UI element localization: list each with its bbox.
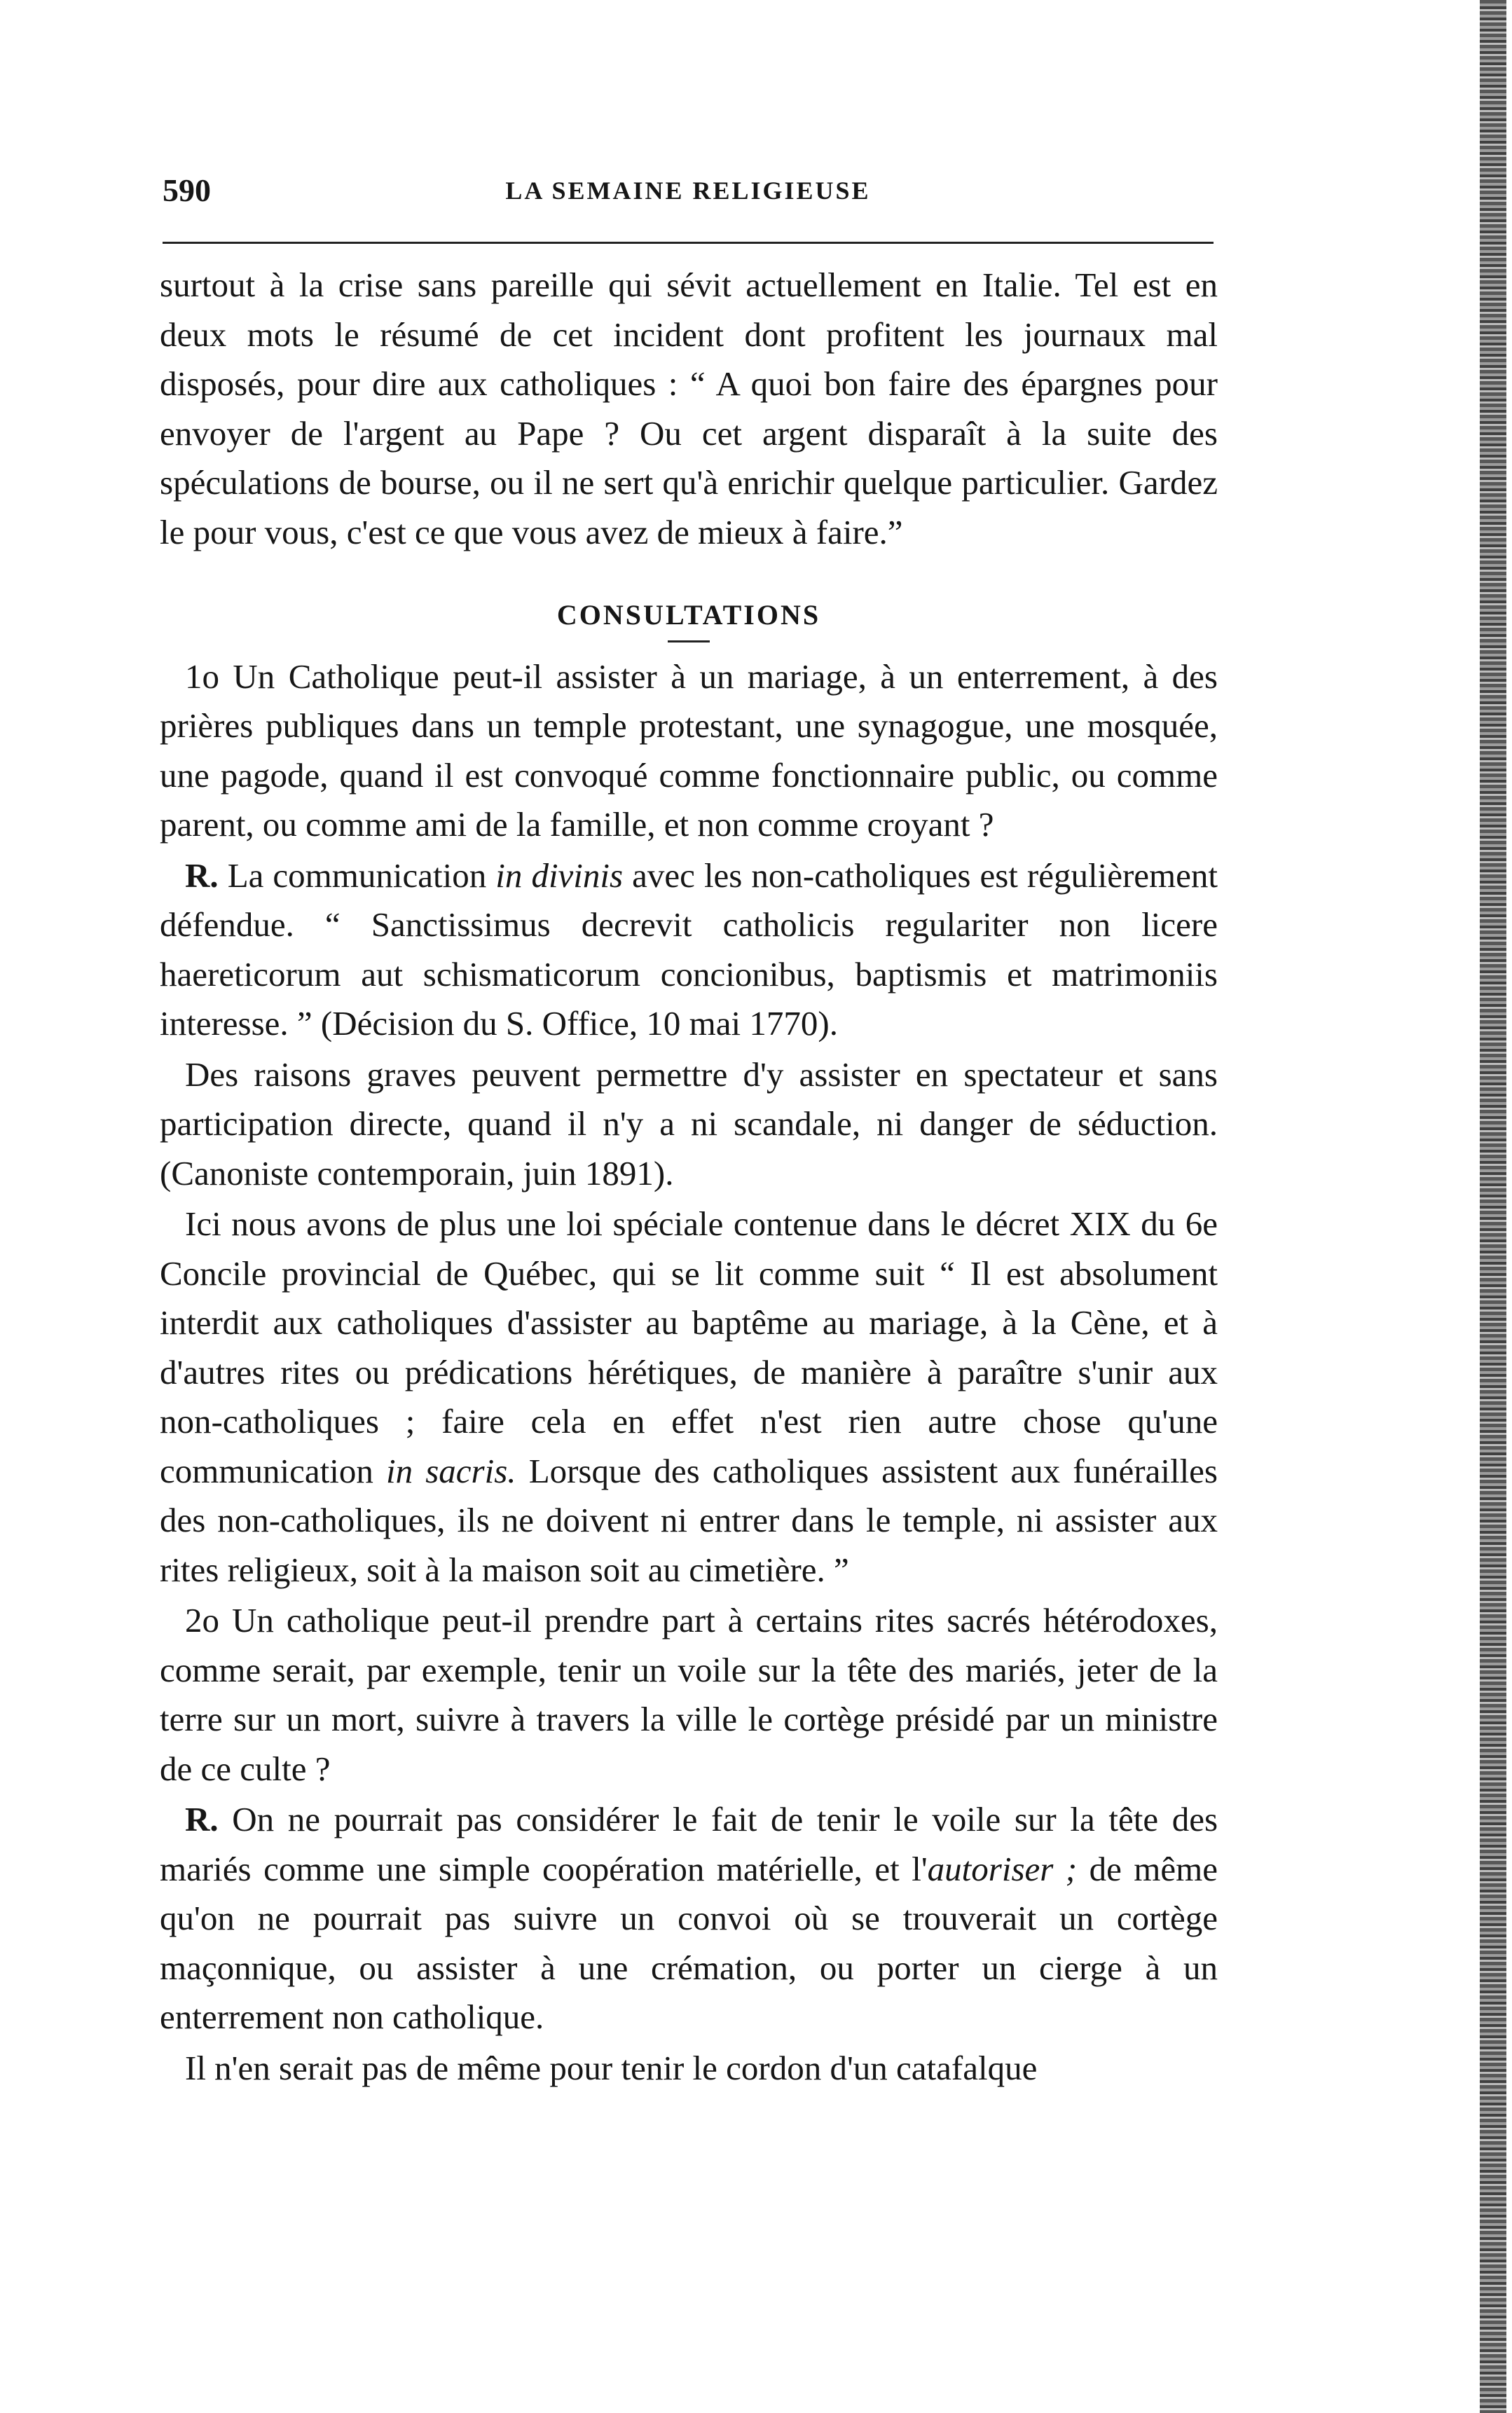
- decree-text-b: Lorsque des catholiques assistent aux funérailles des non-catholiques, ils ne doivent ni entrer dans le temple, ni assister aux rites religieux, soit à la maison soit au cimetière. ”: [160, 1451, 1218, 1589]
- question-1: 1o Un Catholique peut-il assister à un mariage, à un enterrement, à des prières publiques dans un temple protestant, une synagogue, une mosquée, une pagode, quand il est convoqué comme fonctionnaire public, ou comme parent, ou comme ami de la famille, et non comme croyant ?: [160, 656, 1218, 844]
- opening-paragraph: surtout à la crise sans pareille qui sévit actuellement en Italie. Tel est en deux mots le résumé de cet incident dont profitent les journaux mal disposés, pour dire aux catholiques : “ A quoi bon faire des épargnes pour envoyer de l'argent au Pape ? Ou cet argent disparaît à la suite des spéculations de bourse, ou il ne sert qu'à enrichir quelque particulier. Gardez le pour vous, c'est ce que vous avez de mieux à faire.”: [160, 266, 1218, 551]
- paragraph-reasons: Des raisons graves peuvent permettre d'y assister en spectateur et sans participation directe, quand il n'y a ni scandale, ni danger de séduction. (Canoniste contemporain, juin 1891).: [160, 1054, 1218, 1192]
- answer-2-italic: autoriser ;: [927, 1849, 1078, 1888]
- answer-1-text-a: La communication: [227, 855, 487, 895]
- running-head: LA SEMAINE RELIGIEUSE: [505, 177, 871, 205]
- answer-label: R.: [185, 855, 219, 895]
- question-2: 2o Un catholique peut-il prendre part à certains rites sacrés hétérodoxes, comme serait, par exemple, tenir un voile sur la tête des mariés, jeter de la terre sur un mort, suivre à travers la ville le cortège présidé par un ministre de ce culte ?: [160, 1601, 1218, 1788]
- page-number: 590: [163, 172, 211, 208]
- last-paragraph: Il n'en serait pas de même pour tenir le cordon d'un catafalque: [185, 2048, 1038, 2087]
- answer-1-italic: in divinis: [495, 855, 624, 895]
- binding-edge: [1480, 0, 1506, 2413]
- answer-label: R.: [185, 1800, 219, 1838]
- decree-text-a: Ici nous avons de plus une loi spéciale contenue dans le décret XIX du 6e Concile provincial de Québec, qui se lit comme suit “ Il est absolument interdit aux catholiques d'assister au baptême au mariage, à la Cène, et à d'autres rites ou prédications hérétiques, de manière à paraître s'unir aux non-catholiques ; faire cela en effet n'est rien autre chose qu'une communication: [160, 1204, 1218, 1490]
- answer-2-text-b: de même qu'on ne pourrait pas suivre un convoi où se trouverait un cortège maçonnique, ou assister à une crémation, ou porter un cierge à un enterrement non catholique.: [160, 1849, 1218, 2036]
- header-rule: [163, 242, 1214, 244]
- title-rule: [668, 640, 710, 642]
- paragraph-decree: [160, 1199, 1218, 1595]
- section-title: CONSULTATIONS: [556, 599, 821, 631]
- page-body: [160, 261, 1218, 2093]
- answer-1: [160, 851, 1218, 1049]
- decree-italic: in sacris.: [385, 1451, 516, 1490]
- answer-1-text-b: avec les non-catholiques est régulièrement défendue. “ Sanctissimus decrevit catholicis regulariter non licere haereticorum aut schismaticorum concionibus, baptismis et matrimoniis interesse. ” (Décision du S. Office, 10 mai 1770).: [160, 855, 1218, 1043]
- answer-2-text-a: On ne pourrait pas considérer le fait de tenir le voile sur la tête des mariés comme une simple coopération matérielle, et l': [160, 1800, 1218, 1888]
- answer-2: [160, 1795, 1218, 2042]
- page-header: [163, 172, 1214, 221]
